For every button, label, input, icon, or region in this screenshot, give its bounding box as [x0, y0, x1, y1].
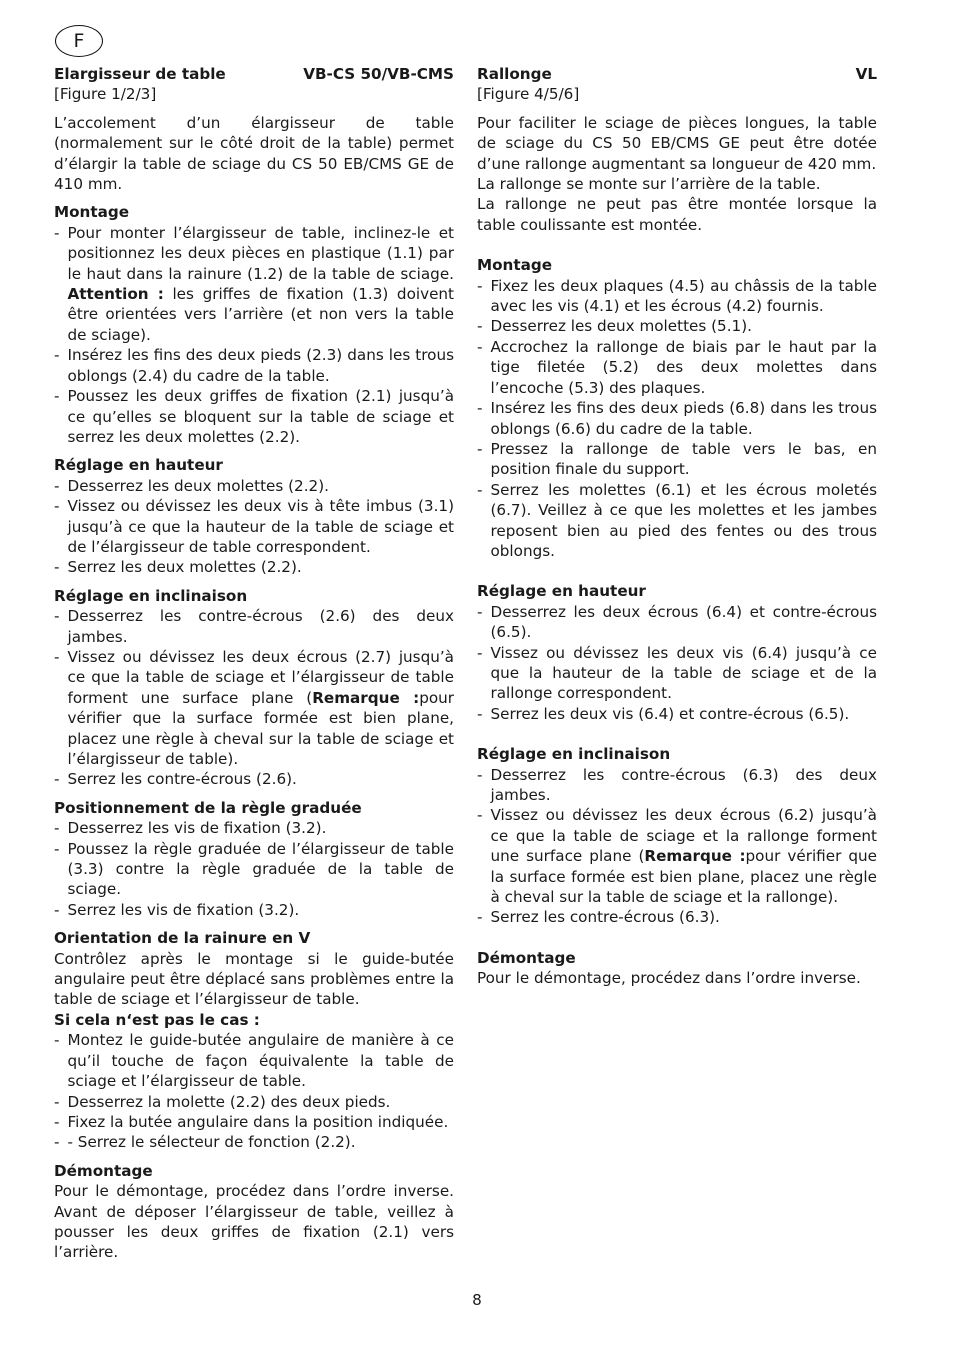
montage-heading: Montage — [477, 256, 553, 275]
attention-label: Attention : — [67, 285, 164, 304]
tilt-adjust-list — [477, 765, 877, 928]
list-item: - Desserrez les deux molettes (5.1). — [477, 316, 877, 336]
list-item: - Desserrez les deux écrous (6.4) et contre-écrous (6.5). — [477, 602, 877, 643]
list-item: - Vissez ou dévissez les deux écrous (2.7) jusqu’à ce que la table de sciage et l’élargisseur de table forment une surface plane (Remarque :pour vérifier que la surface formée est bien plane, placez une règle à cheval sur la table de sciage et l’élargisseur de table). — [54, 647, 454, 769]
list-item: - Serrez les molettes (6.1) et les écrous moletés (6.7). Veillez à ce que les molettes et les jambes reposent bien au pied des fentes ou des trous oblongs. — [477, 480, 877, 562]
list-item: - Serrez les contre-écrous (2.6). — [54, 769, 454, 789]
tilt-adjust-list — [54, 606, 454, 790]
dismantling-text: Pour le démontage, procédez dans l’ordre inverse. Avant de déposer l’élargisseur de table, veillez à pousser les deux griffes de fixation (2.1) vers l’arrière. — [54, 1182, 454, 1262]
list-item: - Desserrez les contre-écrous (6.3) des deux jambes. — [477, 765, 877, 806]
list-item: - Vissez ou dévissez les deux vis à tête imbus (3.1) jusqu’à ce que la hauteur de la table de sciage et de l’élargisseur de table correspondent. — [54, 496, 454, 557]
list-item: - - Serrez le sélecteur de fonction (2.2). — [54, 1132, 454, 1152]
intro-paragraph: La rallonge se monte sur l’arrière de la table. — [477, 175, 821, 194]
height-adjust-heading: Réglage en hauteur — [54, 456, 223, 475]
list-item: - Serrez les deux molettes (2.2). — [54, 557, 454, 577]
v-groove-subheading: Si cela n‘est pas le cas : — [54, 1010, 260, 1029]
list-item: - Fixez la butée angulaire dans la position indiquée. — [54, 1112, 454, 1132]
section-title: Elargisseur de table — [54, 65, 226, 83]
tilt-adjust-heading: Réglage en inclinaison — [477, 745, 671, 764]
list-item: - Serrez les deux vis (6.4) et contre-écrous (6.5). — [477, 704, 877, 724]
list-item: - Vissez ou dévissez les deux vis (6.4) jusqu’à ce que la hauteur de la table de sciage et de la rallonge correspondent. — [477, 643, 877, 704]
left-column — [54, 64, 454, 1263]
list-item: - Serrez les vis de fixation (3.2). — [54, 900, 454, 920]
montage-heading: Montage — [54, 203, 130, 222]
intro-paragraph: Pour faciliter le sciage de pièces longues, la table de sciage du CS 50 EB/CMS GE peut être dotée d’une rallonge augmentant sa longueur de 420 mm. — [477, 113, 877, 173]
list-item: - Serrez les contre-écrous (6.3). — [477, 907, 877, 927]
model-code: VL — [855, 65, 877, 83]
list-item: - Accrochez la rallonge de biais par le haut par la tige filetée (5.2) des deux molettes dans l’encoche (5.3) des plaques. — [477, 337, 877, 398]
dismantling-heading: Démontage — [477, 948, 576, 967]
section-title: Rallonge — [477, 65, 552, 83]
intro-paragraph: L’accolement d’un élargisseur de table (normalement sur le côté droit de la table) permet d’élargir la table de sciage du CS 50 EB/CMS GE de 410 mm. — [54, 113, 454, 194]
dismantling-heading: Démontage — [54, 1161, 153, 1180]
v-groove-list — [54, 1030, 454, 1152]
list-item: - Insérez les fins des deux pieds (6.8) dans les trous oblongs (6.6) du cadre de la table. — [477, 398, 877, 439]
list-item: - Fixez les deux plaques (4.5) au châssis de la table avec les vis (4.1) et les écrous (4.2) fournis. — [477, 276, 877, 317]
ruler-position-heading: Positionnement de la règle graduée — [54, 798, 362, 817]
list-item: - Desserrez les contre-écrous (2.6) des deux jambes. — [54, 606, 454, 647]
ruler-position-list — [54, 818, 454, 920]
tilt-adjust-heading: Réglage en inclinaison — [54, 586, 248, 605]
height-adjust-list — [54, 476, 454, 578]
list-item: - Poussez les deux griffes de fixation (2.1) jusqu’à ce qu’elles se bloquent sur la table de sciage et serrez les deux molettes (2.2). — [54, 386, 454, 447]
montage-list — [54, 223, 454, 447]
remark-label: Remarque : — [644, 847, 746, 866]
v-groove-heading: Orientation de la rainure en V — [54, 929, 311, 948]
height-adjust-list — [477, 602, 877, 724]
dismantling-text: Pour le démontage, procédez dans l’ordre inverse. — [477, 969, 861, 988]
figure-reference: [Figure 1/2/3] — [54, 85, 157, 104]
list-item: - Insérez les fins des deux pieds (2.3) dans les trous oblongs (2.4) du cadre de la table. — [54, 345, 454, 386]
model-code: VB-CS 50/VB-CMS — [303, 65, 454, 83]
figure-reference: [Figure 4/5/6] — [477, 85, 580, 104]
list-item: - Desserrez les vis de fixation (3.2). — [54, 818, 454, 838]
montage-list — [477, 276, 877, 562]
page-number: 8 — [472, 1291, 482, 1309]
list-item: - Poussez la règle graduée de l’élargisseur de table (3.3) contre la règle graduée de la table de sciage. — [54, 839, 454, 900]
list-item: - Pour monter l’élargisseur de table, inclinez-le et positionnez les deux pièces en plastique (1.1) par le haut dans la rainure (1.2) de la table de sciage. Attention : les griffes de fixation (1.3) doivent être orientées vers l’arrière (et non vers la table de sciage). — [54, 223, 454, 345]
remark-label: Remarque : — [312, 688, 420, 707]
section-header-table-extension — [54, 64, 454, 84]
intro-paragraph: La rallonge ne peut pas être montée lorsque la table coulissante est montée. — [477, 195, 877, 234]
section-header-extension — [477, 64, 877, 84]
height-adjust-heading: Réglage en hauteur — [477, 582, 646, 601]
list-item: - Desserrez la molette (2.2) des deux pieds. — [54, 1092, 454, 1112]
right-column — [477, 64, 877, 989]
list-item: - Desserrez les deux molettes (2.2). — [54, 476, 454, 496]
list-item: - Vissez ou dévissez les deux écrous (6.2) jusqu’à ce que la table de sciage et la rallonge forment une surface plane (Remarque :pour vérifier que la surface formée est bien plane, placez une règle à cheval sur la table de sciage et la rallonge). — [477, 805, 877, 907]
list-item: - Montez le guide-butée angulaire de manière à ce qu’il touche de façon équivalente la table de sciage et l’élargisseur de table. — [54, 1030, 454, 1091]
v-groove-text: Contrôlez après le montage si le guide-butée angulaire peut être déplacé sans problèmes entre la table de sciage et l’élargisseur de table. — [54, 949, 454, 1009]
list-item: - Pressez la rallonge de table vers le bas, en position finale du support. — [477, 439, 877, 480]
language-badge: F — [55, 25, 103, 57]
